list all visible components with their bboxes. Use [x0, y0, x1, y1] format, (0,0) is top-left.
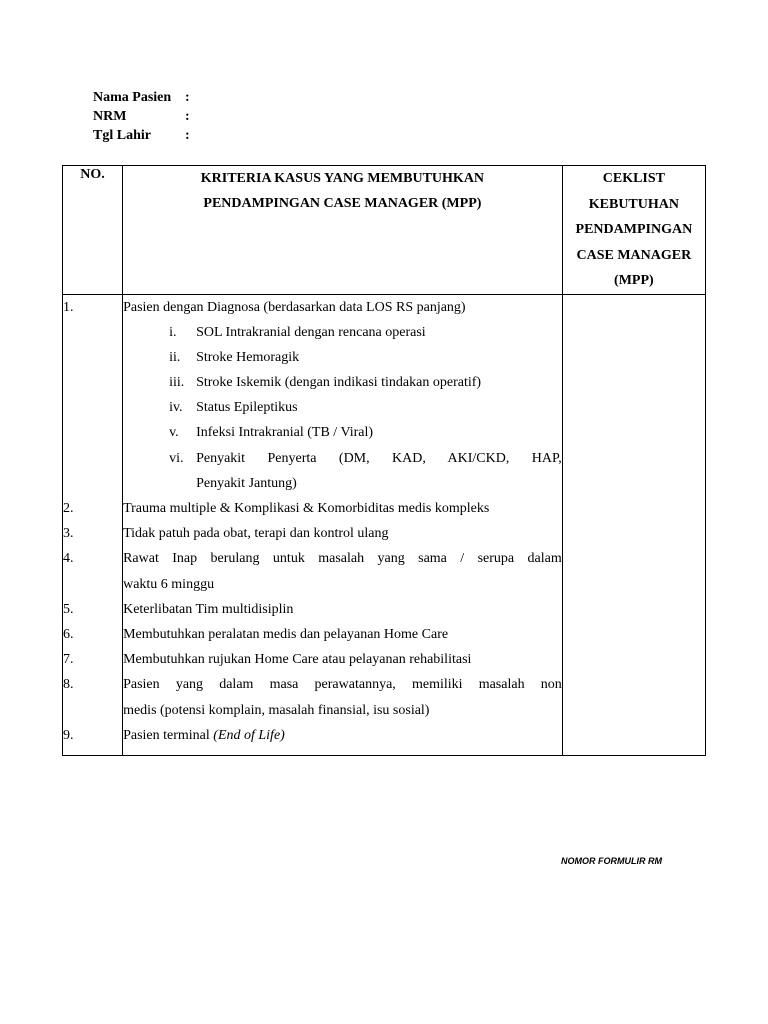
form-number-label: NOMOR FORMULIR RM	[561, 856, 662, 866]
criteria-item-9	[123, 723, 562, 748]
item-number: 2.	[63, 501, 74, 516]
sub-item-text: Infeksi Intrakranial (TB / Viral)	[196, 425, 374, 441]
patient-name-field	[93, 88, 195, 107]
criteria-table	[62, 165, 706, 756]
criteria-item-7: Membutuhkan rujukan Home Care atau pelayanan rehabilitasi	[123, 652, 472, 668]
numbers-column	[63, 294, 123, 755]
header-criteria-line2: PENDAMPINGAN CASE MANAGER (MPP)	[203, 196, 482, 211]
criteria-item-9-text: Pasien terminal	[123, 727, 214, 743]
criteria-item-4-continuation: waktu 6 minggu	[123, 576, 215, 592]
sub-item-roman: iv.	[169, 400, 183, 416]
sub-item-text: Stroke Iskemik (dengan indikasi tindakan operatif)	[196, 375, 482, 391]
sub-item	[123, 420, 562, 445]
header-checklist	[562, 166, 705, 295]
birth-date-field	[93, 126, 195, 145]
nrm-field	[93, 107, 195, 126]
header-checklist-line: CEKLIST	[602, 171, 665, 186]
sub-item-text: Stroke Hemoragik	[196, 349, 300, 365]
nrm-label: NRM	[93, 109, 127, 124]
sub-item-text: Penyakit Penyerta (DM, KAD, AKI/CKD, HAP,	[196, 450, 562, 466]
sub-item	[123, 370, 562, 395]
sub-item-roman: ii.	[169, 349, 181, 365]
criteria-item-5: Keterlibatan Tim multidisiplin	[123, 601, 294, 617]
item-number: 3.	[63, 526, 74, 542]
patient-name-label: Nama Pasien	[93, 90, 172, 105]
criteria-item-8-continuation: medis (potensi komplain, masalah finansial, isu sosial)	[123, 702, 430, 718]
checklist-column[interactable]	[562, 294, 705, 755]
item-number: 8.	[63, 677, 74, 693]
criteria-item-8: Pasien yang dalam masa perawatannya, memiliki masalah non	[123, 677, 562, 693]
sub-item-continuation: Penyakit Jantung)	[196, 475, 297, 491]
criteria-item-9-italic: (End of Life)	[213, 727, 285, 743]
header-checklist-line: PENDAMPINGAN	[575, 222, 693, 237]
criteria-column	[123, 294, 563, 755]
sub-item-roman: i.	[169, 324, 177, 340]
header-checklist-line: KEBUTUHAN	[588, 196, 679, 212]
sub-item-roman: vi.	[169, 450, 184, 466]
criteria-item-3: Tidak patuh pada obat, terapi dan kontrol ulang	[123, 526, 389, 542]
item-number: 6.	[63, 626, 74, 642]
header-criteria	[123, 166, 563, 295]
header-checklist-line: CASE MANAGER	[576, 247, 692, 263]
header-no: NO.	[63, 166, 123, 295]
item-number: 7.	[63, 652, 74, 668]
item-number: 4.	[63, 551, 74, 567]
patient-name-colon: :	[185, 90, 190, 105]
sub-item	[123, 320, 562, 345]
sub-item	[123, 395, 562, 420]
sub-item-roman: iii.	[169, 375, 185, 391]
header-checklist-line: (MPP)	[614, 273, 654, 288]
criteria-item-4: Rawat Inap berulang untuk masalah yang sama / serupa dalam	[123, 551, 562, 567]
criteria-item-6: Membutuhkan peralatan medis dan pelayanan Home Care	[123, 626, 449, 642]
sub-item-text: SOL Intrakranial dengan rencana operasi	[196, 324, 426, 340]
sub-item-text: Status Epileptikus	[196, 400, 298, 416]
header-criteria-line1: KRITERIA KASUS YANG MEMBUTUHKAN	[200, 171, 485, 186]
birth-date-label: Tgl Lahir	[93, 128, 151, 143]
table-body-row	[63, 294, 706, 755]
birth-date-colon: :	[185, 128, 190, 143]
sub-item	[123, 345, 562, 370]
criteria-item-2: Trauma multiple & Komplikasi & Komorbiditas medis kompleks	[123, 501, 490, 516]
nrm-colon: :	[185, 109, 190, 124]
item-number: 1.	[63, 299, 74, 315]
patient-info	[93, 88, 195, 145]
item-number: 9.	[63, 727, 74, 743]
sub-item-roman: v.	[169, 425, 179, 441]
table-header-row	[63, 166, 706, 295]
sub-item	[123, 446, 562, 471]
item-number: 5.	[63, 601, 74, 617]
criteria-item-1: Pasien dengan Diagnosa (berdasarkan data LOS RS panjang)	[123, 299, 466, 315]
